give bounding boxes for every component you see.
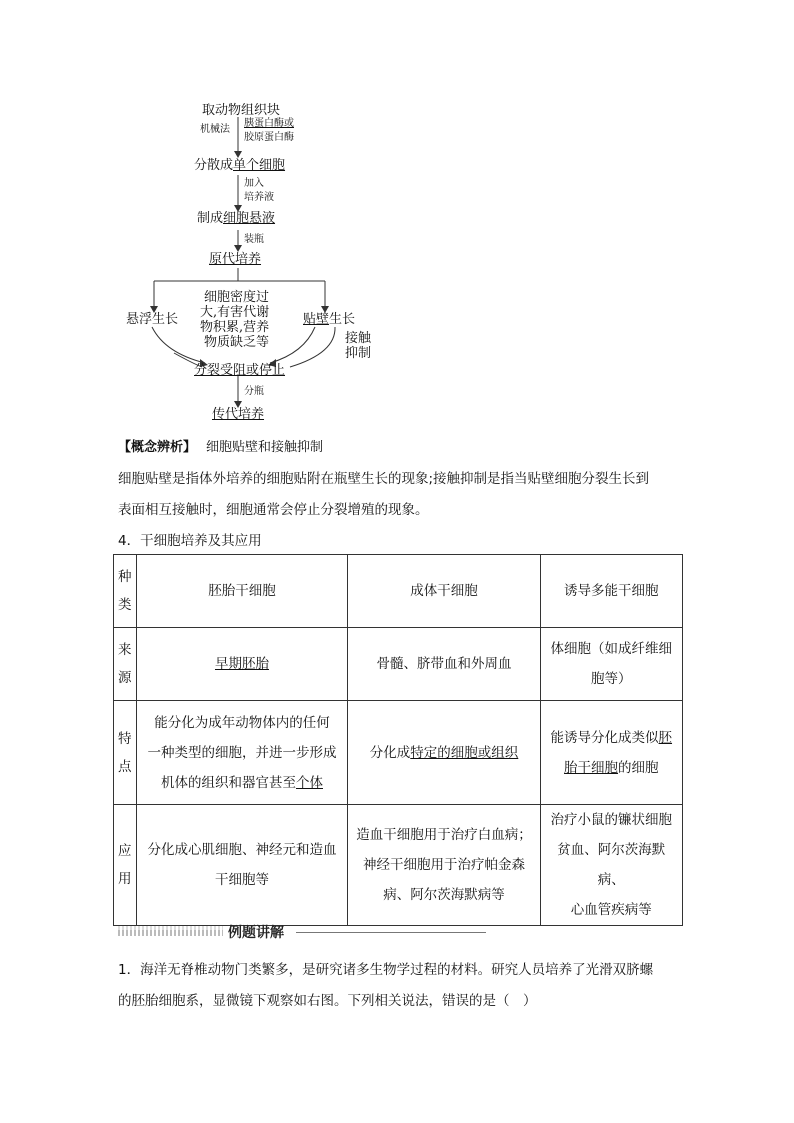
cell-culture-flowchart	[110, 95, 410, 430]
concept-body	[118, 464, 688, 526]
banner-decoration-2	[118, 930, 223, 936]
method-mechanical: 机械法	[200, 124, 230, 135]
step-disperse-single-cell: 单个细胞	[233, 158, 286, 173]
branch-adherent-u: 贴壁	[303, 312, 330, 327]
feature-ips: 能诱导分化成类似胚 胎干细胞的细胞	[540, 701, 682, 805]
concept-line-1: 细胞贴壁是指体外培养的细胞贴附在瓶壁生长的现象;接触抑制是指当贴壁细胞分裂生长到	[118, 471, 650, 487]
source-adult: 骨髓、脐带血和外周血	[348, 628, 540, 701]
example-banner	[118, 922, 488, 942]
col-header-adult: 成体干细胞	[348, 555, 540, 628]
col-header-ips: 诱导多能干细胞	[540, 555, 682, 628]
add-label-1: 加入	[244, 178, 264, 189]
step-disperse-pre: 分散成	[194, 158, 234, 173]
reason-line-1: 细胞密度过	[204, 290, 270, 305]
concept-heading	[118, 436, 323, 455]
bottle-label: 装瓶	[244, 234, 264, 245]
step-disperse	[194, 158, 285, 174]
branch-suspension-growth: 悬浮生长	[126, 312, 179, 327]
example-banner-label: 例题讲解	[228, 925, 284, 941]
banner-rule	[296, 932, 486, 933]
step-take-tissue: 取动物组织块	[202, 103, 281, 118]
step-division-stop: 分裂受阻或停止	[194, 363, 286, 378]
branch-adherent-growth	[303, 312, 355, 328]
concept-tag: 【概念辨析】	[118, 440, 197, 455]
source-ips: 体细胞（如成纤维细 胞等）	[540, 628, 682, 701]
branch-adherent-post: 生长	[329, 312, 356, 327]
use-ips: 治疗小鼠的镰状细胞 贫血、阿尔茨海默病、 心血管疾病等	[540, 805, 682, 926]
step-subculture: 传代培养	[212, 407, 265, 422]
row-label-kind: 种 类	[114, 555, 137, 628]
step-primary-culture: 原代培养	[209, 252, 262, 267]
row-label-feature: 特 点	[114, 701, 137, 805]
question-line-2: 的胚胎细胞系，显微镜下观察如右图。下列相关说法，错误的是（ ）	[118, 993, 537, 1009]
question-1	[118, 955, 688, 1017]
row-label-use: 应 用	[114, 805, 137, 926]
table-row-header	[114, 555, 683, 628]
contact-label-2: 抑制	[345, 346, 372, 361]
table-row-feature	[114, 701, 683, 805]
reason-line-3: 物积累,营养	[200, 320, 270, 335]
step-suspension-pre: 制成	[197, 211, 224, 226]
contact-label-1: 接触	[345, 331, 372, 346]
method-enzyme-1: 胰蛋白酶或	[244, 118, 294, 129]
reason-line-2: 大,有害代谢	[200, 305, 270, 320]
concept-line-2: 表面相互接触时，细胞通常会停止分裂增殖的现象。	[118, 502, 429, 518]
table-row-source	[114, 628, 683, 701]
question-line-1: 1．海洋无脊椎动物门类繁多，是研究诸多生物学过程的材料。研究人员培养了光滑双脐螺	[118, 962, 654, 978]
feature-embryonic: 能分化为成年动物体内的任何 一种类型的细胞，并进一步形成 机体的组织和器官甚至个体	[136, 701, 348, 805]
stem-cell-table	[113, 554, 683, 926]
add-label-2: 培养液	[244, 192, 274, 203]
step-suspension	[197, 211, 275, 227]
use-adult: 造血干细胞用于治疗白血病； 神经干细胞用于治疗帕金森 病、阿尔茨海默病等	[348, 805, 540, 926]
concept-title: 细胞贴壁和接触抑制	[206, 440, 324, 455]
split-label: 分瓶	[244, 386, 264, 397]
reason-line-4: 物质缺乏等	[204, 335, 270, 350]
step-suspension-u: 细胞悬液	[223, 211, 276, 226]
source-embryonic: 早期胚胎	[136, 628, 348, 701]
row-label-source: 来 源	[114, 628, 137, 701]
table-row-use	[114, 805, 683, 926]
use-embryonic: 分化成心肌细胞、神经元和造血 干细胞等	[136, 805, 348, 926]
col-header-embryonic: 胚胎干细胞	[136, 555, 348, 628]
method-enzyme-2: 胶原蛋白酶	[244, 132, 294, 143]
feature-adult: 分化成特定的细胞或组织	[348, 701, 540, 805]
section-title: 4．干细胞培养及其应用	[118, 533, 262, 549]
